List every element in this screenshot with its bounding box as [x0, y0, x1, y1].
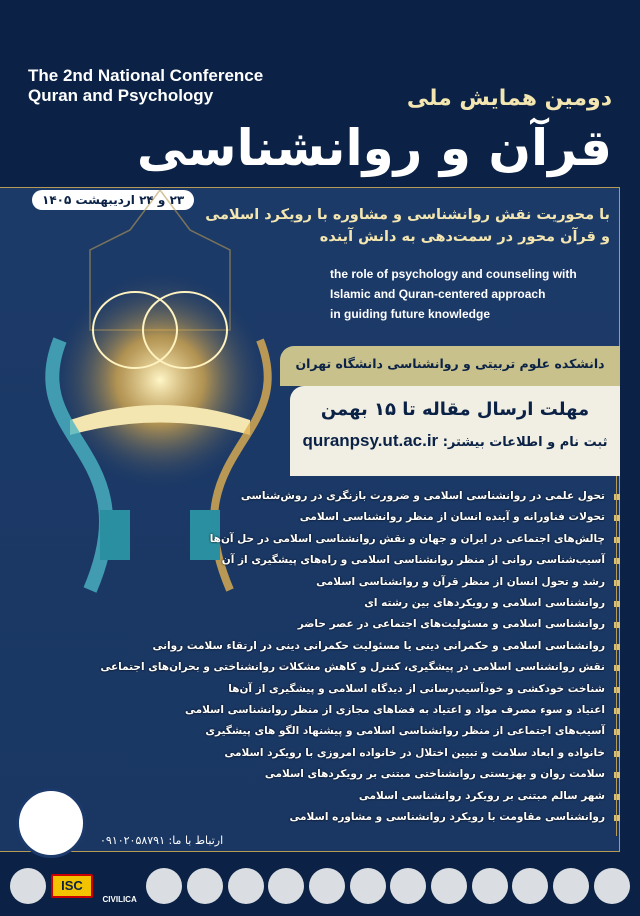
- bullet-icon: [614, 644, 620, 650]
- bullet-icon: [614, 622, 620, 628]
- topic-item: [275, 614, 615, 635]
- bullet-icon: [614, 580, 620, 586]
- sponsor-logo: [309, 868, 345, 904]
- university-of-tehran-logo: [10, 868, 46, 904]
- topic-text: روانشناسی اسلامی و حکمرانی دینی یا مسئولیت حکمرانی دینی در ارتقاء سلامت روانی: [152, 639, 605, 652]
- sponsor-logo: [146, 868, 182, 904]
- theme-persian: [205, 204, 610, 248]
- bullet-icon: [614, 558, 620, 564]
- topic-text: آسیب‌های اجتماعی از منظر روانشناسی اسلامی و پیشنهاد الگو های پیشگیری: [205, 725, 605, 738]
- sponsor-logo: [268, 868, 304, 904]
- topic-text: روانشناسی اسلامی و رویکردهای بین رشته ای: [364, 597, 605, 610]
- topic-text: آسیب‌شناسی روانی از منظر روانشناسی اسلامی و راه‌های پیشگیری از آن: [221, 554, 605, 567]
- isc-logo: ISC: [51, 874, 93, 898]
- topic-text: روانشناسی مقاومت با رویکرد روانشناسی و مشاوره اسلامی: [289, 811, 605, 824]
- persian-title: قرآن و روانشناسی: [136, 119, 612, 177]
- topic-text: روانشناسی اسلامی و مسئولیت‌های اجتماعی در عصر حاضر: [297, 618, 605, 631]
- topic-text: تحول علمی در روانشناسی اسلامی و ضرورت بازنگری در روش‌شناسی: [240, 490, 605, 502]
- contact-info: ارتباط با ما: ۰۹۱۰۲۰۵۸۷۹۱: [100, 834, 224, 847]
- topic-text: شناخت خودکشی و خودآسیب‌رسانی از دیدگاه اسلامی و پیشگیری از آن‌ها: [228, 682, 605, 695]
- sponsor-logo: [390, 868, 426, 904]
- topic-item: [275, 807, 615, 828]
- deadline-box: [290, 386, 620, 476]
- bullet-icon: [614, 601, 620, 607]
- bullet-icon: [614, 687, 620, 693]
- topic-item: [205, 721, 615, 742]
- topic-item: [240, 486, 615, 507]
- topic-item: [275, 786, 615, 807]
- topic-text: نقش روانشناسی اسلامی در پیشگیری، کنترل و کاهش مشکلات روانشناختی و بحران‌های اجتماعی: [100, 661, 605, 674]
- university-logo: [594, 868, 630, 904]
- civilica-logo: CIVILICA: [102, 895, 137, 904]
- theme-en-line2: Islamic and Quran-centered approach: [330, 287, 546, 301]
- topic-item: [152, 636, 615, 657]
- topic-item: [221, 550, 615, 571]
- topic-text: تحولات فناورانه و آینده انسان از منظر روانشناسی اسلامی: [299, 511, 605, 524]
- topic-item: [275, 507, 615, 528]
- topic-item: [100, 657, 615, 678]
- sponsor-logos: [0, 856, 640, 916]
- topic-item: [184, 700, 615, 721]
- bullet-icon: [614, 815, 620, 821]
- topics-list: [100, 486, 615, 829]
- bullet-icon: [614, 794, 620, 800]
- bullet-icon: [614, 708, 620, 714]
- bullet-icon: [614, 772, 620, 778]
- topic-item: [224, 743, 615, 764]
- topic-text: چالش‌های اجتماعی در ایران و جهان و نقش روانشناسی اسلامی در حل آن‌ها: [209, 532, 605, 545]
- topic-item: [275, 572, 615, 593]
- bullet-icon: [614, 515, 620, 521]
- topic-item: [264, 764, 615, 785]
- deadline-text: مهلت ارسال مقاله تا ۱۵ بهمن: [320, 399, 590, 420]
- topic-item: [209, 529, 615, 550]
- topic-text: اعتیاد و سوء مصرف مواد و اعتیاد به فضاهای مجازی از منظر روانشناسی اسلامی: [184, 704, 605, 717]
- theme-en-line3: in guiding future knowledge: [330, 307, 490, 321]
- sponsor-logo: [512, 868, 548, 904]
- registration-label: ثبت نام و اطلاعات بیشتر:: [442, 435, 608, 450]
- sponsor-logo: [187, 868, 223, 904]
- topic-item: [275, 593, 615, 614]
- theme-fa-line2: و قرآن محور در سمت‌دهی به دانش آینده: [319, 229, 610, 245]
- association-seal-logo: [16, 788, 86, 858]
- sponsor-logo: [553, 868, 589, 904]
- theme-en-line1: the role of psychology and counseling with: [330, 267, 577, 281]
- bullet-icon: [614, 665, 620, 671]
- topic-item: [228, 679, 615, 700]
- organizer-band: دانشکده علوم تربیتی و روانشناسی دانشگاه تهران: [280, 346, 620, 386]
- topic-text: خانواده و ابعاد سلامت و تبیین اختلال در خانواده امروزی با رویکرد اسلامی: [224, 746, 605, 759]
- english-title: [28, 66, 263, 106]
- sponsor-logo: [350, 868, 386, 904]
- en-title-line1: The 2nd National Conference: [28, 66, 264, 85]
- topic-text: سلامت روان و بهزیستی روانشناختی مبتنی بر رویکردهای اسلامی: [264, 768, 605, 781]
- bullet-icon: [614, 729, 620, 735]
- theme-english: [330, 264, 577, 324]
- theme-fa-line1: با محوریت نقش روانشناسی و مشاوره با رویکرد اسلامی: [205, 207, 610, 223]
- bullet-icon: [614, 537, 620, 543]
- sponsor-logo: [431, 868, 467, 904]
- bullet-icon: [614, 751, 620, 757]
- en-title-line2: Quran and Psychology: [28, 86, 214, 105]
- topic-text: رشد و تحول انسان از منظر قرآن و روانشناسی اسلامی: [316, 575, 605, 588]
- registration-line: [290, 430, 620, 454]
- date-badge: ۲۳ و ۲۴ اردیبهشت ۱۴۰۵: [32, 190, 194, 210]
- website-link[interactable]: quranpsy.ut.ac.ir: [302, 431, 439, 450]
- sponsor-logo: [228, 868, 264, 904]
- topic-text: شهر سالم مبتنی بر رویکرد روانشناسی اسلامی: [358, 789, 605, 802]
- bullet-icon: [614, 494, 620, 500]
- sponsor-logo: [472, 868, 508, 904]
- persian-subtitle: دومین همایش ملی: [406, 86, 612, 111]
